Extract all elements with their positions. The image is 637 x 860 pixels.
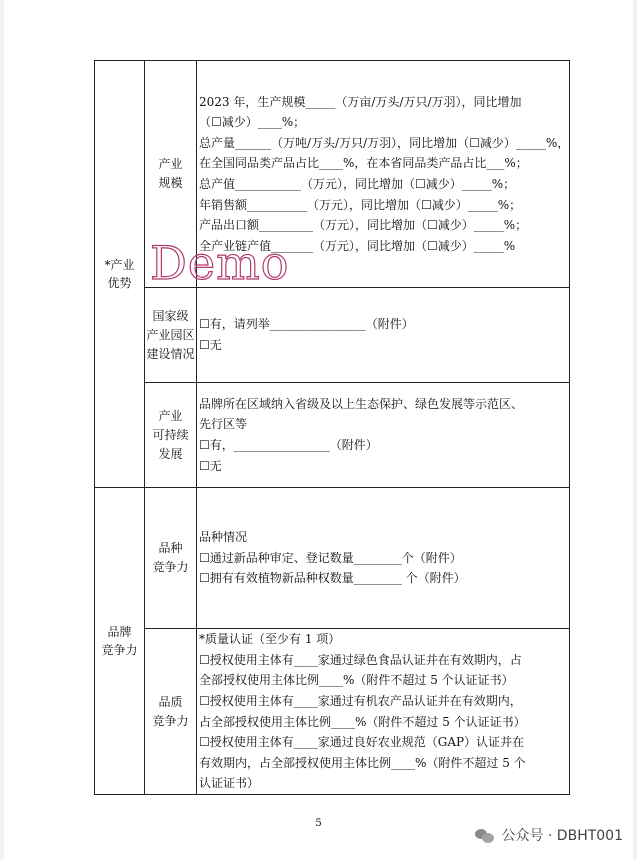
form-line: ☐有，请列举________________（附件）: [199, 317, 414, 332]
form-line: ☐无: [199, 458, 222, 473]
form-line: 先行区等: [199, 417, 248, 432]
wechat-icon: [475, 827, 495, 843]
form-line: ☐拥有有效植物新品种权数量________ 个（附件）: [199, 571, 466, 586]
form-line: 总产量______（万吨/万头/万只/万羽），同比增加（☐减少）_____%，: [199, 135, 570, 150]
form-line: ☐授权使用主体有____家通过有机农产品认证并在有效期内，: [199, 693, 522, 708]
form-line: 全产业链产值_______（万元），同比增加（☐减少）_____%: [199, 238, 516, 253]
form-line: ☐授权使用主体有____家通过绿色食品认证并在有效期内，占: [199, 652, 522, 667]
wechat-account-label: 公众号 · DBHT001: [501, 828, 623, 844]
subcategory-variety-competitiveness: 品种 竞争力: [145, 488, 197, 629]
form-line: *质量认证（至少有 1 项）: [199, 632, 341, 647]
table-row: [95, 383, 570, 488]
sustainable-development-content: [197, 383, 570, 488]
form-line: 品种情况: [199, 530, 248, 545]
table-row: [95, 488, 570, 629]
table-row: [95, 629, 570, 795]
form-line: ☐授权使用主体有____家通过良好农业规范（GAP）认证并在: [199, 735, 525, 750]
form-line: 全部授权使用主体比例____%（附件不超过 5 个认证证书）: [199, 673, 514, 688]
category-brand-competitiveness: 品牌 竞争力: [95, 488, 145, 795]
form-line: ☐通过新品种审定、登记数量________个（附件）: [199, 550, 462, 565]
industry-scale-content: [197, 61, 570, 288]
subcategory-industry-scale: 产业 规模: [145, 61, 197, 288]
subcategory-industrial-park: 国家级 产业园区 建设情况: [145, 288, 197, 383]
form-line: 产品出口额_________（万元），同比增加（☐减少）_____%；: [199, 218, 528, 233]
category-industry-advantage: *产业 优势: [95, 61, 145, 488]
form-line: 在全国同品类产品占比____%，在本省同品类产品占比___%；: [199, 156, 528, 171]
form-line: ☐无: [199, 338, 222, 352]
subcategory-quality-competitiveness: 品质 竞争力: [145, 629, 197, 795]
form-line: 有效期内，占全部授权使用主体比例____%（附件不超过 5 个: [199, 755, 526, 770]
application-form-table: [94, 60, 570, 795]
form-line: 2023 年，生产规模_____（万亩/万头/万只/万羽），同比增加: [199, 94, 522, 109]
wechat-footer: [475, 825, 623, 845]
page-number: 5: [315, 818, 322, 829]
form-line: ☐有，________________（附件）: [199, 438, 378, 452]
form-line: 年销售额__________（万元），同比增加（☐减少）_____%；: [199, 197, 522, 212]
table-row: [95, 61, 570, 288]
quality-competitiveness-content: [197, 629, 570, 795]
form-line: 认证证书）: [199, 776, 260, 791]
form-line: 总产值___________（万元），同比增加（☐减少）_____%；: [199, 177, 516, 191]
table-row: [95, 288, 570, 383]
variety-competitiveness-content: [197, 488, 570, 629]
industrial-park-content: [197, 288, 570, 383]
subcategory-sustainable-development: 产业 可持续 发展: [145, 383, 197, 488]
form-line: 占全部授权使用主体比例____%（附件不超过 5 个认证证书）: [199, 714, 526, 729]
form-line: （☐减少）____%；: [199, 115, 306, 130]
form-line: 品牌所在区域纳入省级及以上生态保护、绿色发展等示范区、: [199, 396, 524, 411]
